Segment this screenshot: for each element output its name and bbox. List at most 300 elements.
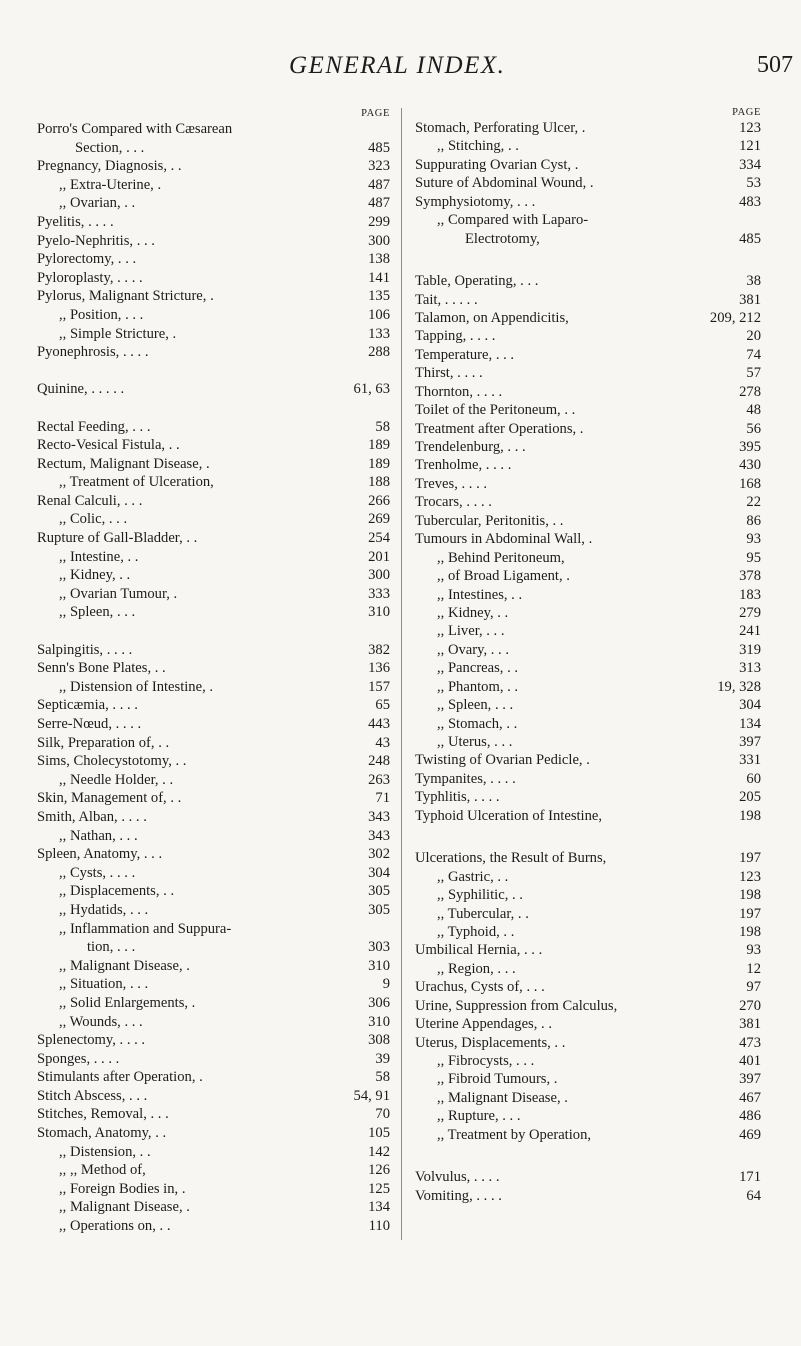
entry-text: ,, Foreign Bodies in, . <box>59 1180 186 1197</box>
entry-page-ref: 486 <box>739 1108 761 1125</box>
entry-page-ref: 483 <box>739 193 761 210</box>
entry-text: ,, Uterus, . . . <box>437 734 513 750</box>
entry-text: ,, of Broad Ligament, . <box>437 568 570 585</box>
entry-page-ref: 134 <box>368 1199 390 1216</box>
entry-page-ref: 138 <box>368 251 390 268</box>
index-entry <box>37 492 390 511</box>
entry-text: ,, Kidney, . . <box>437 604 509 621</box>
index-entry <box>415 512 761 530</box>
index-entry <box>37 548 390 567</box>
entry-page-ref: 485 <box>739 230 761 247</box>
index-entry <box>415 604 761 622</box>
index-entry <box>415 211 761 229</box>
entry-page-ref: 319 <box>739 641 761 658</box>
index-entry <box>415 137 761 155</box>
entry-text: ,, Position, . . . <box>59 306 144 323</box>
index-entry <box>37 752 390 771</box>
entry-text: Rupture of Gall-Bladder, . . <box>37 530 198 547</box>
entry-text: Urine, Suppression from Calculus, <box>415 997 618 1014</box>
entry-page-ref: 430 <box>739 457 761 474</box>
index-entry <box>37 325 390 344</box>
index-entry <box>415 346 761 364</box>
entry-page-ref: 110 <box>368 1218 390 1235</box>
index-entry <box>415 715 761 733</box>
entry-text: Symphysiotomy, . . . <box>415 193 536 210</box>
entry-text: ,, Treatment of Ulceration, <box>59 474 214 491</box>
entry-text: ,, Ovary, . . . <box>437 641 510 658</box>
index-entry <box>415 475 761 493</box>
entry-text: Salpingitis, . . . . <box>37 641 133 658</box>
entry-text: Pylorus, Malignant Stricture, . <box>37 288 214 305</box>
index-entry <box>37 306 390 325</box>
entry-text: tion, . . . <box>87 939 136 956</box>
index-entry <box>415 868 761 886</box>
entry-page-ref: 126 <box>368 1162 390 1179</box>
entry-page-ref: 270 <box>739 997 761 1014</box>
entry-page-ref: 22 <box>746 494 761 511</box>
entry-text: Tumours in Abdominal Wall, . <box>415 531 593 548</box>
index-entry <box>415 1052 761 1070</box>
entry-text: ,, Extra-Uterine, . <box>59 176 162 193</box>
entry-text: ,, Simple Stricture, . <box>59 325 177 342</box>
index-entry <box>37 287 390 306</box>
entry-page-ref: 61, 63 <box>353 381 390 398</box>
index-entry <box>37 696 390 715</box>
page-column-label: PAGE <box>361 108 390 119</box>
index-entry <box>37 678 390 697</box>
entry-page-ref: 157 <box>368 678 390 695</box>
entry-text: ,, Hydatids, . . . <box>59 901 149 918</box>
index-entry <box>37 882 390 901</box>
entry-page-ref: 469 <box>739 1126 761 1143</box>
entry-page-ref: 269 <box>368 511 390 528</box>
entry-page-ref: 135 <box>368 288 390 305</box>
entry-page-ref: 381 <box>739 291 761 308</box>
entry-text: ,, Fibrocysts, . . . <box>437 1053 535 1069</box>
entry-text: Section, . . . <box>75 139 145 156</box>
entry-text: Treatment after Operations, . <box>415 420 584 437</box>
entry-page-ref: 467 <box>739 1089 761 1106</box>
entry-text: Thirst, . . . . <box>415 365 483 382</box>
entry-text: ,, Wounds, . . . <box>59 1013 143 1030</box>
entry-page-ref: 395 <box>739 439 761 455</box>
entry-page-ref: 70 <box>375 1106 390 1123</box>
entry-page-ref: 197 <box>739 850 761 867</box>
entry-text: ,, Behind Peritoneum, <box>437 549 565 566</box>
index-entry <box>415 193 761 211</box>
entry-text: Stomach, Anatomy, . . <box>37 1125 167 1142</box>
entry-page-ref: 305 <box>368 901 390 918</box>
page-column-label: PAGE <box>732 107 761 118</box>
entry-text: Tapping, . . . . <box>415 328 496 345</box>
entry-text: Smith, Alban, . . . . <box>37 808 147 825</box>
index-entry <box>37 232 390 251</box>
index-entry <box>37 845 390 864</box>
entry-text: ,, Region, . . . <box>437 960 516 977</box>
index-entry <box>37 994 390 1013</box>
entry-text: ,, Gastric, . . <box>437 868 509 885</box>
index-entry <box>37 1105 390 1124</box>
index-entry <box>415 364 761 382</box>
entry-text: ,, Displacements, . . <box>59 883 175 900</box>
entry-text: Table, Operating, . . . <box>415 273 539 290</box>
entry-text: ,, Ovarian, . . <box>59 195 136 212</box>
entry-page-ref: 141 <box>368 269 390 286</box>
entry-text: ,, Pancreas, . . <box>437 660 519 677</box>
index-entry <box>415 230 761 248</box>
entry-page-ref: 334 <box>739 156 761 173</box>
entry-page-ref: 331 <box>739 752 761 769</box>
entry-page-ref: 306 <box>368 994 390 1011</box>
entry-page-ref: 197 <box>739 905 761 922</box>
entry-page-ref: 134 <box>739 715 761 732</box>
index-entry <box>415 905 761 923</box>
entry-text: ,, Liver, . . . <box>437 623 505 640</box>
entry-page-ref: 58 <box>375 418 390 435</box>
entry-page-ref: 381 <box>739 1016 761 1033</box>
index-entry <box>415 456 761 474</box>
entry-page-ref: 71 <box>375 790 390 807</box>
entry-text: ,, Ovarian Tumour, . <box>59 585 178 602</box>
entry-text: Pregnancy, Diagnosis, . . <box>37 158 182 175</box>
index-entry <box>415 1070 761 1088</box>
index-entry <box>37 380 390 399</box>
index-entry <box>415 156 761 174</box>
column-divider <box>401 108 402 1240</box>
entry-text: Typhlitis, . . . . <box>415 789 500 806</box>
entry-text: Tubercular, Peritonitis, . . <box>415 512 564 529</box>
index-entry <box>37 250 390 269</box>
index-entry <box>37 139 390 158</box>
entry-page-ref: 313 <box>739 660 761 677</box>
entry-page-ref: 12 <box>746 960 761 977</box>
entry-text: Recto-Vesical Fistula, . . <box>37 437 180 454</box>
entry-page-ref: 171 <box>739 1169 761 1186</box>
entry-page-ref: 299 <box>368 213 390 230</box>
index-entry <box>37 529 390 548</box>
index-entry <box>37 1087 390 1106</box>
entry-text: Septicæmia, . . . . <box>37 697 138 714</box>
index-entry <box>37 659 390 678</box>
index-entry <box>415 1107 761 1125</box>
entry-page-ref: 106 <box>368 306 390 323</box>
entry-text: ,, Syphilitic, . . <box>437 887 523 904</box>
entry-page-ref: 95 <box>746 549 761 566</box>
entry-text: Stimulants after Operation, . <box>37 1069 203 1086</box>
index-entry <box>37 194 390 213</box>
entry-text: ,, Compared with Laparo- <box>437 212 589 229</box>
index-entry <box>415 659 761 677</box>
entry-page-ref: 323 <box>368 158 390 175</box>
index-entry <box>415 678 761 696</box>
entry-text: Electrotomy, <box>465 230 540 247</box>
entry-text: ,, Tubercular, . . <box>437 905 529 922</box>
page-header <box>0 52 801 86</box>
entry-page-ref: 86 <box>746 512 761 529</box>
index-entry <box>37 641 390 660</box>
index-entry <box>415 309 761 327</box>
index-entry <box>415 272 761 290</box>
index-entry <box>37 1161 390 1180</box>
entry-page-ref: 133 <box>368 325 390 342</box>
index-entries-right <box>415 119 761 1205</box>
entry-text: Rectum, Malignant Disease, . <box>37 455 210 472</box>
index-entry <box>37 715 390 734</box>
entry-page-ref: 343 <box>368 808 390 825</box>
index-entry <box>37 418 390 437</box>
entry-page-ref: 38 <box>746 273 761 290</box>
entry-text: ,, Operations on, . . <box>59 1218 171 1235</box>
entry-text: ,, Distension, . . <box>59 1143 151 1160</box>
entry-text: ,, Spleen, . . . <box>59 604 136 621</box>
index-entry <box>37 269 390 288</box>
index-entry <box>415 923 761 941</box>
entry-page-ref: 304 <box>739 697 761 714</box>
entry-page-ref: 485 <box>368 139 390 156</box>
entry-page-ref: 310 <box>368 1013 390 1030</box>
entry-text: Twisting of Ovarian Pedicle, . <box>415 752 590 769</box>
index-entry <box>415 586 761 604</box>
section-gap <box>37 622 390 641</box>
entry-page-ref: 93 <box>746 942 761 959</box>
index-entry <box>37 1013 390 1032</box>
entry-text: Uterine Appendages, . . <box>415 1016 552 1033</box>
entry-text: ,, Colic, . . . <box>59 511 128 528</box>
index-entry <box>37 213 390 232</box>
index-entry <box>37 771 390 790</box>
index-entry <box>415 401 761 419</box>
entry-text: Stitches, Removal, . . . <box>37 1106 169 1123</box>
index-entry <box>415 622 761 640</box>
index-entry <box>415 327 761 345</box>
index-column-left <box>37 107 390 1236</box>
index-entry <box>37 455 390 474</box>
index-entry <box>37 975 390 994</box>
entry-text: Trocars, . . . . <box>415 494 492 511</box>
entry-text: Splenectomy, . . . . <box>37 1032 146 1049</box>
index-entry <box>415 696 761 714</box>
index-entry <box>37 1031 390 1050</box>
entry-text: Tait, . . . . . <box>415 291 478 308</box>
index-entry <box>415 1126 761 1144</box>
entry-text: Trenholme, . . . . <box>415 457 512 474</box>
entry-text: Skin, Management of, . . <box>37 790 182 807</box>
entry-text: Suppurating Ovarian Cyst, . <box>415 156 579 173</box>
index-entry <box>415 1168 761 1186</box>
entry-page-ref: 65 <box>375 697 390 714</box>
entry-page-ref: 105 <box>368 1125 390 1142</box>
index-entry <box>37 827 390 846</box>
entry-text: ,, Cysts, . . . . <box>59 864 136 881</box>
index-entry <box>37 957 390 976</box>
entry-text: Stomach, Perforating Ulcer, . <box>415 120 586 136</box>
entry-page-ref: 443 <box>368 716 390 732</box>
entry-page-ref: 487 <box>368 195 390 212</box>
index-entry <box>415 567 761 585</box>
entry-page-ref: 60 <box>746 770 761 787</box>
entry-text: Stitch Abscess, . . . <box>37 1087 148 1104</box>
entry-text: Tympanites, . . . . <box>415 770 516 787</box>
entry-page-ref: 56 <box>746 420 761 437</box>
entry-text: ,, Intestine, . . <box>59 548 139 565</box>
entry-text: ,, Treatment by Operation, <box>437 1126 592 1143</box>
index-entry <box>37 343 390 362</box>
entry-page-ref: 97 <box>746 979 761 996</box>
section-gap <box>415 825 761 849</box>
section-gap <box>37 399 390 418</box>
entry-page-ref: 248 <box>368 753 390 770</box>
entry-page-ref: 43 <box>375 734 390 751</box>
entry-page-ref: 125 <box>368 1180 390 1197</box>
entry-text: Talamon, on Appendicitis, <box>415 309 569 326</box>
entry-text: ,, Nathan, . . . <box>59 827 138 844</box>
entry-text: Pyloroplasty, . . . . <box>37 269 143 286</box>
entry-text: ,, Fibroid Tumours, . <box>437 1071 558 1088</box>
entry-page-ref: 310 <box>368 957 390 974</box>
index-entry <box>37 120 390 139</box>
entry-text: Urachus, Cysts of, . . . <box>415 979 545 996</box>
section-gap <box>415 1144 761 1168</box>
entry-page-ref: 57 <box>746 365 761 382</box>
index-entry <box>415 751 761 769</box>
entry-text: Rectal Feeding, . . . <box>37 418 151 435</box>
index-entry <box>37 473 390 492</box>
index-entry <box>37 864 390 883</box>
index-entry <box>37 938 390 957</box>
entry-page-ref: 39 <box>375 1050 390 1067</box>
section-gap <box>37 362 390 381</box>
entry-page-ref: 300 <box>368 232 390 249</box>
index-entry <box>415 383 761 401</box>
index-entry <box>415 1187 761 1205</box>
entry-page-ref: 142 <box>368 1143 390 1160</box>
section-gap <box>415 248 761 272</box>
entry-text: Thornton, . . . . <box>415 383 503 400</box>
index-entry <box>415 119 761 137</box>
entry-text: ,, Distension of Intestine, . <box>59 678 214 695</box>
entry-text: ,, Malignant Disease, . <box>437 1089 568 1106</box>
entry-page-ref: 300 <box>368 567 390 584</box>
entry-text: Spleen, Anatomy, . . . <box>37 846 163 863</box>
index-entry <box>37 808 390 827</box>
index-entry <box>415 420 761 438</box>
entry-page-ref: 303 <box>368 939 390 956</box>
entry-page-ref: 123 <box>739 868 761 885</box>
entry-text: ,, Phantom, . . <box>437 678 519 695</box>
entry-page-ref: 263 <box>368 771 390 788</box>
entry-page-ref: 397 <box>739 734 761 750</box>
index-entry <box>415 493 761 511</box>
entry-page-ref: 136 <box>368 660 390 677</box>
entry-text: Treves, . . . . <box>415 475 488 492</box>
entry-page-ref: 54, 91 <box>353 1087 390 1104</box>
entry-text: ,, Intestines, . . <box>437 586 523 603</box>
entry-text: Pyelo-Nephritis, . . . <box>37 232 155 249</box>
entry-text: ,, Malignant Disease, . <box>59 1199 190 1216</box>
entry-text: Quinine, . . . . . <box>37 381 125 398</box>
entry-text: Senn's Bone Plates, . . <box>37 660 166 677</box>
entry-text: Serre-Nœud, . . . . <box>37 716 142 732</box>
entry-page-ref: 401 <box>739 1053 761 1069</box>
entry-text: ,, Stitching, . . <box>437 138 519 155</box>
entry-text: Umbilical Hernia, . . . <box>415 942 543 959</box>
entry-text: ,, Needle Holder, . . <box>59 771 174 788</box>
entry-page-ref: 209, 212 <box>709 309 761 326</box>
index-entry <box>415 849 761 867</box>
entry-page-ref: 20 <box>746 328 761 345</box>
index-entry <box>415 978 761 996</box>
entry-text: Toilet of the Peritoneum, . . <box>415 402 576 419</box>
entry-page-ref: 64 <box>746 1187 761 1204</box>
entry-text: ,, ,, Method of, <box>59 1162 146 1179</box>
entry-page-ref: 382 <box>368 641 390 658</box>
entry-page-ref: 74 <box>746 346 761 363</box>
entry-page-ref: 205 <box>739 789 761 806</box>
entry-text: Pyelitis, . . . . <box>37 213 114 230</box>
index-entry <box>37 789 390 808</box>
index-entry <box>415 807 761 825</box>
index-entry <box>37 1217 390 1236</box>
entry-text: Suture of Abdominal Wound, . <box>415 175 594 192</box>
entry-text: Vomiting, . . . . <box>415 1187 502 1204</box>
index-entry <box>415 549 761 567</box>
entry-page-ref: 188 <box>368 474 390 491</box>
entry-page-ref: 279 <box>739 604 761 621</box>
index-entry <box>37 566 390 585</box>
index-column-right <box>415 107 761 1205</box>
index-entry <box>415 1015 761 1033</box>
entry-text: Porro's Compared with Cæsarean <box>37 121 233 137</box>
entry-text: ,, Kidney, . . <box>59 567 131 584</box>
entry-text: ,, Situation, . . . <box>59 976 149 993</box>
entry-page-ref: 266 <box>368 492 390 509</box>
index-entry <box>37 1143 390 1162</box>
index-entry <box>415 1034 761 1052</box>
index-entry <box>415 174 761 192</box>
entry-page-ref: 48 <box>746 402 761 419</box>
entry-text: Silk, Preparation of, . . <box>37 734 170 751</box>
entry-text: ,, Inflammation and Suppura- <box>59 920 232 937</box>
index-entry <box>37 510 390 529</box>
index-entry <box>415 941 761 959</box>
index-entry <box>37 901 390 920</box>
index-entry <box>37 176 390 195</box>
entry-page-ref: 201 <box>368 548 390 565</box>
entry-page-ref: 198 <box>739 923 761 940</box>
index-entry <box>37 157 390 176</box>
entry-text: Pyonephrosis, . . . . <box>37 344 149 361</box>
index-entry <box>37 920 390 939</box>
entry-text: Pylorectomy, . . . <box>37 251 137 268</box>
entry-text: ,, Rupture, . . . <box>437 1108 521 1125</box>
index-entry <box>37 436 390 455</box>
entry-page-ref: 121 <box>739 138 761 155</box>
entry-page-ref: 343 <box>368 827 390 844</box>
index-entry <box>415 1089 761 1107</box>
entry-page-ref: 278 <box>739 383 761 400</box>
entry-page-ref: 189 <box>368 455 390 472</box>
index-entry <box>415 733 761 751</box>
index-entry <box>37 1050 390 1069</box>
running-title: GENERAL INDEX. <box>289 52 506 79</box>
index-entry <box>415 770 761 788</box>
page-number: 507 <box>757 52 793 78</box>
entry-page-ref: 305 <box>368 883 390 900</box>
entry-page-ref: 397 <box>739 1071 761 1088</box>
entry-page-ref: 310 <box>368 604 390 621</box>
entry-page-ref: 288 <box>368 344 390 361</box>
entry-text: Trendelenburg, . . . <box>415 439 526 455</box>
